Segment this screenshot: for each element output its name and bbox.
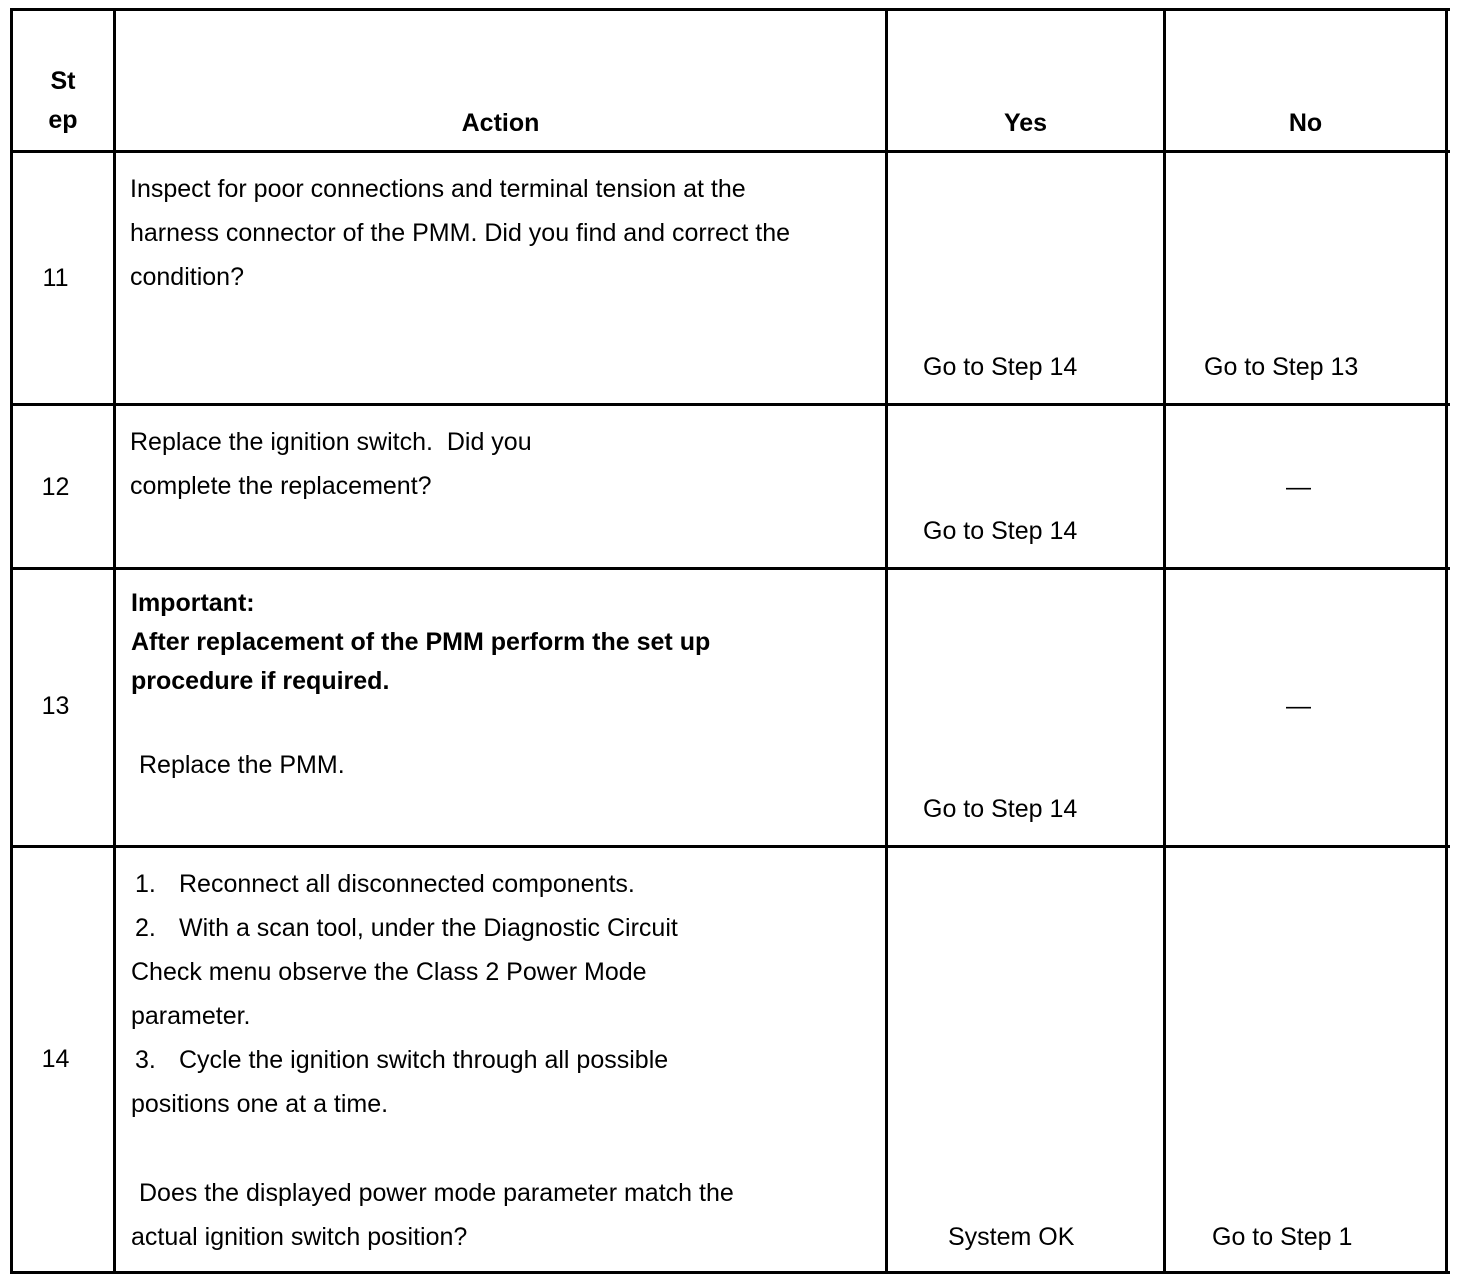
yes-result: Go to Step 14 — [923, 795, 1078, 823]
important-line: After replacement of the PMM perform the set up — [131, 628, 711, 656]
action-text — [130, 420, 880, 508]
action-line: Inspect for poor connections and terminal tension at the — [130, 175, 746, 203]
step-number: 11 — [42, 264, 69, 292]
header-step — [13, 62, 113, 140]
list-number: 2. — [135, 914, 156, 942]
table-border-left — [10, 8, 13, 1274]
action-text — [131, 862, 881, 1126]
list-continuation: parameter. — [131, 1002, 251, 1030]
list-continuation: positions one at a time. — [131, 1090, 389, 1118]
list-item — [131, 906, 881, 950]
question-line: actual ignition switch position? — [131, 1223, 468, 1251]
header-no: No — [1288, 109, 1323, 137]
no-result: Go to Step 1 — [1212, 1223, 1353, 1251]
step-number: 14 — [41, 1045, 70, 1073]
important-note — [131, 584, 881, 701]
action-line: complete the replacement? — [130, 472, 432, 500]
no-result: — — [1286, 692, 1311, 720]
step-number: 12 — [41, 473, 70, 501]
row-divider — [10, 567, 1450, 570]
table-border-top — [10, 8, 1450, 11]
row-divider — [10, 403, 1450, 406]
column-divider — [113, 8, 116, 1274]
header-action: Action — [461, 109, 540, 137]
step-number: 13 — [41, 692, 70, 720]
question-text — [131, 1171, 881, 1259]
list-continuation: Check menu observe the Class 2 Power Mode — [131, 958, 647, 986]
no-result: — — [1286, 473, 1311, 501]
action-line: Replace the ignition switch. Did you — [130, 428, 532, 456]
list-number: 1. — [135, 870, 156, 898]
header-divider — [10, 150, 1450, 153]
list-item — [131, 862, 881, 906]
question-line: Does the displayed power mode parameter match the — [139, 1179, 734, 1207]
table-border-bottom — [10, 1271, 1450, 1274]
row-divider — [10, 845, 1450, 848]
yes-result: System OK — [948, 1223, 1075, 1251]
yes-result: Go to Step 14 — [923, 353, 1078, 381]
important-line: procedure if required. — [131, 667, 390, 695]
important-label: Important: — [131, 589, 255, 617]
yes-result: Go to Step 14 — [923, 517, 1078, 545]
action-text: Replace the PMM. — [139, 751, 345, 779]
table-border-right — [1445, 8, 1448, 1274]
column-divider — [1163, 8, 1166, 1274]
list-text: With a scan tool, under the Diagnostic Circuit — [179, 914, 678, 942]
action-text — [130, 167, 880, 299]
action-line: condition? — [130, 263, 244, 291]
column-divider — [885, 8, 888, 1274]
no-result: Go to Step 13 — [1204, 353, 1359, 381]
list-text: Reconnect all disconnected components. — [179, 870, 635, 898]
list-item — [131, 1038, 881, 1082]
list-number: 3. — [135, 1046, 156, 1074]
header-yes: Yes — [1003, 109, 1048, 137]
list-text: Cycle the ignition switch through all possible — [179, 1046, 669, 1074]
header-step-label: St ep — [48, 67, 78, 134]
action-line: harness connector of the PMM. Did you find and correct the — [130, 219, 791, 247]
